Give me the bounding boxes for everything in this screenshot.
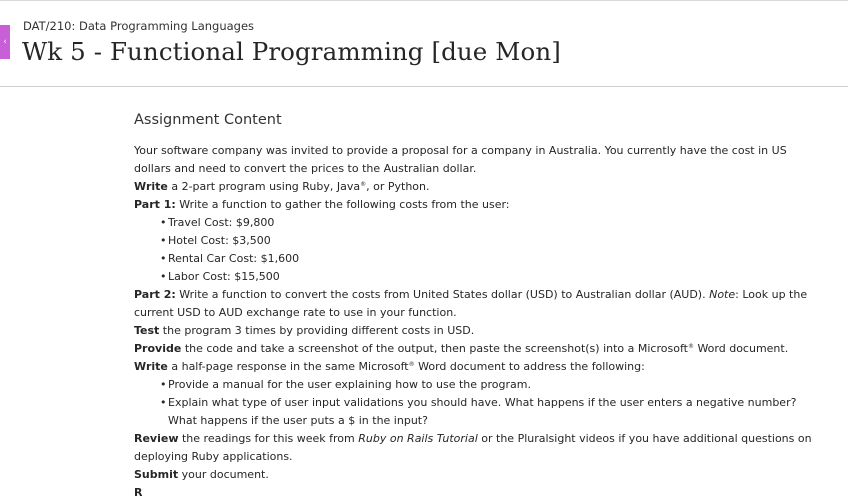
provide-label: Provide xyxy=(134,342,182,355)
test-instruction xyxy=(134,322,824,340)
list-item: • Travel Cost: $9,800 xyxy=(160,214,824,232)
registered-mark: ® xyxy=(408,361,415,368)
registered-mark: ® xyxy=(360,181,367,188)
list-item: • Hotel Cost: $3,500 xyxy=(160,232,824,250)
write-text-b: , or Python. xyxy=(366,180,430,193)
list-item: • Labor Cost: $15,500 xyxy=(160,268,824,286)
submit-label: Submit xyxy=(134,468,179,481)
response-list xyxy=(134,376,824,430)
write-instruction xyxy=(134,178,824,196)
note-label: Note xyxy=(709,288,736,301)
write-response-text-b: Word document to address the following: xyxy=(414,360,645,373)
book-title: Ruby on Rails Tutorial xyxy=(358,432,478,445)
list-item: • Provide a manual for the user explaining how to use the program. xyxy=(160,376,824,394)
write-label: Write xyxy=(134,360,168,373)
test-text: the program 3 times by providing different costs in USD. xyxy=(159,324,475,337)
submit-instruction xyxy=(134,466,824,484)
part2-instruction xyxy=(134,286,824,322)
provide-text-b: Word document. xyxy=(693,342,789,355)
write-response-text-a: a half-page response in the same Microsoft xyxy=(167,360,409,373)
write-response-instruction xyxy=(134,358,824,376)
part1-text: Write a function to gather the following costs from the user: xyxy=(175,198,510,211)
part1-instruction xyxy=(134,196,824,214)
cutoff-label: R xyxy=(134,486,143,499)
part1-label: Part 1: xyxy=(134,198,176,211)
review-text-a: the readings for this week from xyxy=(178,432,359,445)
review-text-b: or the Pluralsight videos if you have additional questions on deploying Ruby applications. xyxy=(134,432,812,463)
write-label: Write xyxy=(134,180,168,193)
part2-label: Part 2: xyxy=(134,288,176,301)
provide-instruction xyxy=(134,340,824,358)
back-button[interactable] xyxy=(0,25,10,59)
course-name: DAT/210: Data Programming Languages xyxy=(23,19,255,33)
test-label: Test xyxy=(134,324,160,337)
chevron-left-icon: ‹ xyxy=(3,36,7,47)
provide-text-a: the code and take a screenshot of the output, then paste the screenshot(s) into a Microsoft xyxy=(181,342,688,355)
cost-list xyxy=(134,214,824,286)
review-label: Review xyxy=(134,432,179,445)
section-title: Assignment Content xyxy=(134,112,282,128)
list-item: • Rental Car Cost: $1,600 xyxy=(160,250,824,268)
note-text: : Look up the current USD to AUD exchange rate to use in your function. xyxy=(134,288,808,319)
assignment-content xyxy=(134,110,824,502)
intro-paragraph: Your software company was invited to provide a proposal for a company in Australia. You currently have the cost in US dollars and need to convert the prices to the Australian dollar. xyxy=(134,144,787,175)
cutoff-line xyxy=(134,484,824,502)
page-title: Wk 5 - Functional Programming [due Mon] xyxy=(22,37,561,66)
registered-mark: ® xyxy=(687,343,694,350)
page-header xyxy=(0,1,848,87)
list-item: • Explain what type of user input validations you should have. What happens if the user enters a negative number? What happens if the user puts a $ in the input? xyxy=(160,394,824,430)
submit-text: your document. xyxy=(178,468,269,481)
write-text-a: a 2-part program using Ruby, Java xyxy=(167,180,361,193)
part2-text: Write a function to convert the costs from United States dollar (USD) to Australian dollar (AUD). xyxy=(175,288,710,301)
review-instruction xyxy=(134,430,824,466)
